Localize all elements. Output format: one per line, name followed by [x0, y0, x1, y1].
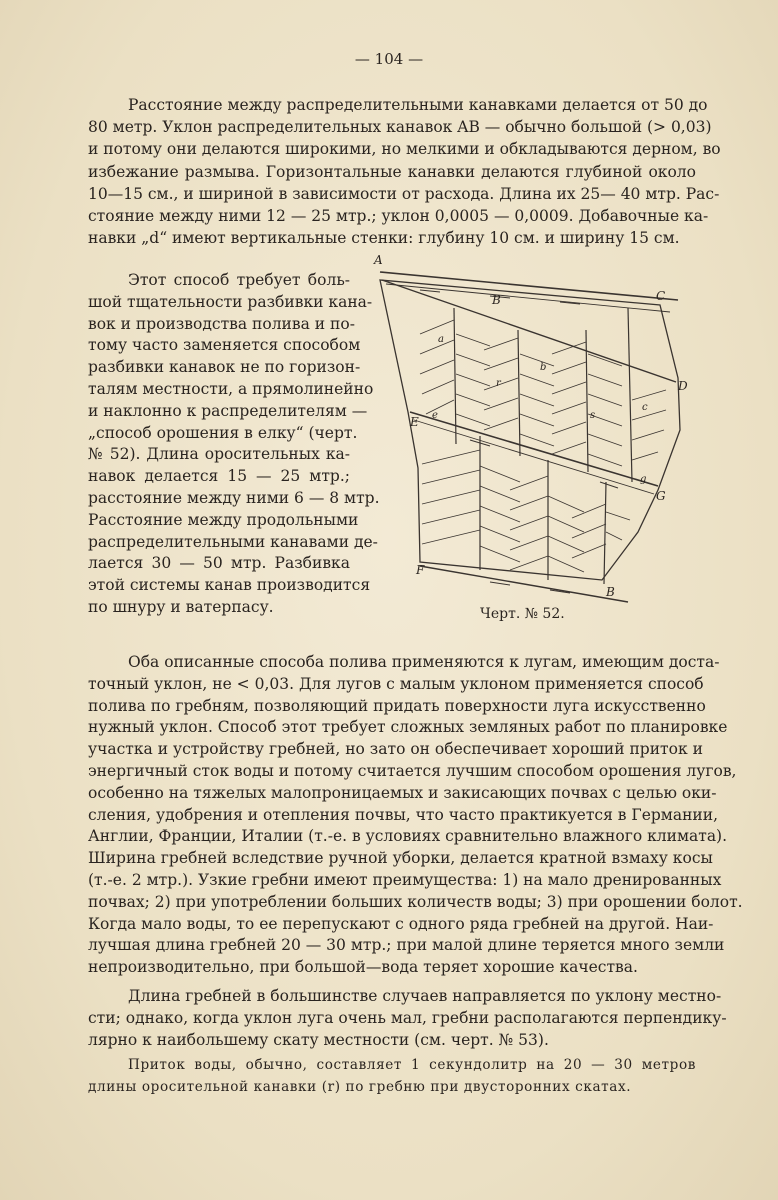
paragraph-water-inflow	[88, 1054, 696, 1098]
text-line: нужный уклон. Способ этот требует сложных земляных работ по планировке	[88, 718, 728, 737]
text-line: и наклонно к распределителям —	[88, 401, 368, 420]
text-line: 10—15 см., и шириной в зависимости от расхода. Длина их 25— 40 мтр. Рас-	[88, 184, 720, 203]
text-line: тому часто заменяется способом	[88, 336, 361, 355]
text-line: Расстояние между продольными	[88, 510, 359, 529]
text-line: лучшая длина гребней 20 — 30 мтр.; при малой длине теряется много земли	[88, 936, 725, 955]
text-line: точный уклон, не < 0,03. Для лугов с малым уклоном применяется способ	[88, 674, 704, 693]
text-line: полива по гребням, позволяющий придать поверхности луга искусственно	[88, 696, 706, 715]
text-line: разбивки канавок не по горизон-	[88, 358, 361, 377]
label-A: A	[374, 253, 383, 267]
text-line: лается 30 — 50 мтр. Разбивка	[88, 554, 350, 573]
text-line: Англии, Франции, Италии (т.-е. в условиях сравнительно влажного климата).	[88, 827, 728, 846]
label-e: e	[432, 410, 438, 421]
label-B-top: B	[492, 293, 501, 307]
text-line: сти; однако, когда уклон луга очень мал, гребни располагаются перпендику-	[88, 1008, 727, 1027]
text-line: № 52). Длина оросительных ка-	[88, 445, 350, 464]
figure-caption: Черт. № 52.	[480, 606, 565, 622]
text-line: стояние между ними 12 — 25 мтр.; уклон 0,0005 — 0,0009. Добавочные ка-	[88, 207, 709, 226]
label-C: C	[656, 289, 666, 303]
text-line: лярно к наибольшему скату местности (см. черт. № 53).	[88, 1030, 549, 1049]
label-s: s	[590, 410, 596, 421]
paragraph-ridge-length	[88, 986, 727, 1051]
label-G: G	[656, 489, 666, 503]
text-line: Приток воды, обычно, составляет 1 секундолитр на 20 — 30 метров	[128, 1057, 696, 1073]
label-E: E	[410, 415, 419, 429]
drawing-52	[360, 250, 700, 630]
text-line: участка и устройству гребней, но зато он обеспечивает хороший приток и	[88, 740, 703, 759]
text-line: вок и производства полива и по-	[88, 314, 355, 333]
text-line: особенно на тяжелых малопроницаемых и закисающих почвах с целью оки-	[88, 783, 717, 802]
label-B-bottom: B	[606, 585, 615, 599]
text-line: Когда мало воды, то ее перепускают с одного ряда гребней на другой. Наи-	[88, 914, 714, 933]
text-line: сления, удобрения и отепления почвы, что часто практикуется в Германии,	[88, 805, 719, 824]
text-line: навок делается 15 — 25 мтр.;	[88, 467, 350, 486]
text-line: Расстояние между распределительными канавками делается от 50 до	[128, 96, 708, 114]
page-number: — 104 —	[354, 50, 424, 68]
label-a: a	[438, 334, 444, 345]
text-line: талям местности, а прямолинейно	[88, 379, 374, 398]
text-line: 80 метр. Уклон распределительных канавок AB — обычно большой (> 0,03)	[88, 118, 712, 137]
text-line: этой системы канав производится	[88, 576, 371, 595]
text-line: длины оросительной канавки (r) по гребню при двусторонних скатах.	[88, 1079, 632, 1095]
text-line: и потому они делаются широкими, но мелкими и обкладываются дерном, во	[88, 140, 721, 159]
text-line: избежание размыва. Горизонтальные канавки делаются глубиной около	[88, 162, 696, 181]
text-line: Оба описанные способа полива применяются к лугам, имеющим доста-	[128, 653, 720, 671]
text-line: расстояние между ними 6 — 8 мтр.	[88, 488, 380, 507]
paragraph-herringbone-method	[88, 270, 380, 619]
label-g: g	[640, 474, 647, 485]
paragraph-ridge-irrigation	[88, 652, 743, 979]
text-line: по шнуру и ватерпасу.	[88, 597, 274, 616]
paragraph-distribution-channels	[88, 94, 721, 249]
text-line: навки „d“ имеют вертикальные стенки: глубину 10 см. и ширину 15 см.	[88, 229, 680, 248]
irrigation-scheme-diagram	[360, 250, 700, 630]
text-line: энергичный сток воды и потому считается лучшим способом орошения лугов,	[88, 761, 737, 780]
label-D: D	[678, 379, 688, 393]
text-line: непроизводительно, при большой—вода теряет хорошие качества.	[88, 958, 638, 977]
text-line: Этот способ требует боль-	[128, 271, 350, 289]
label-b: b	[540, 362, 547, 373]
text-line: почвах; 2) при употреблении больших количеств воды; 3) при орошении болот.	[88, 892, 743, 911]
text-line: „способ орошения в елку“ (черт.	[88, 423, 358, 442]
text-line: шой тщательности разбивки кана-	[88, 292, 373, 311]
text-line: Ширина гребней вследствие ручной уборки, делается кратной взмаху косы	[88, 849, 713, 868]
text-line: распределительными канавами де-	[88, 532, 378, 551]
label-r: r	[496, 378, 501, 389]
label-c: c	[642, 402, 648, 413]
text-line: Длина гребней в большинстве случаев направляется по уклону местно-	[128, 987, 722, 1005]
text-line: (т.-е. 2 мтр.). Узкие гребни имеют преимущества: 1) на мало дренированных	[88, 870, 722, 889]
label-F: F	[416, 563, 425, 577]
